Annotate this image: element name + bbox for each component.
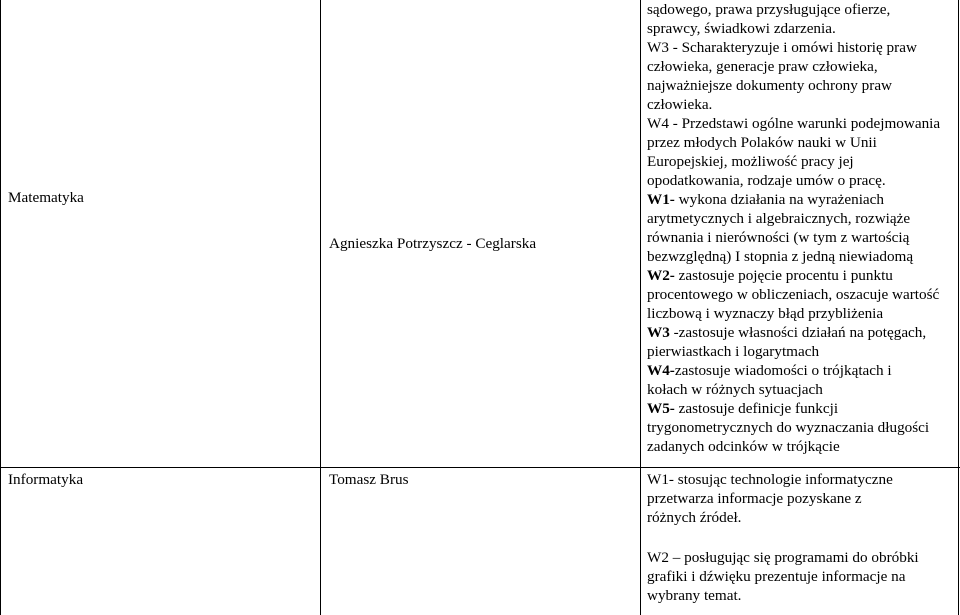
- table-divider-1: [320, 0, 321, 615]
- teacher-name: Agnieszka Potrzyszcz - Ceglarska: [329, 235, 537, 252]
- objective-w2-label: W2-: [647, 267, 675, 284]
- objective-w3-previous: W3 - Scharakteryzuje i omówi historię praw człowieka, generacje praw człowieka, najważniejsze dokumenty ochrony praw człowieka.: [647, 39, 917, 113]
- subject-name: Informatyka: [8, 471, 84, 488]
- objective-w1: [647, 190, 947, 266]
- objective-w4-label: W4-: [647, 362, 675, 379]
- prev-line-1: sądowego, prawa przysługujące ofierze,: [647, 1, 891, 18]
- table-border-left: [0, 0, 1, 615]
- objective-w4-text: zastosuje wiadomości o trójkątach i kołach w różnych sytuacjach: [647, 362, 892, 398]
- objectives-cell-mathematics: [647, 0, 957, 456]
- subject-cell-informatics: [8, 470, 308, 489]
- objective-w3: [647, 323, 947, 361]
- objective-w1: W1- stosując technologie informatyczne przetwarza informacje pozyskane z różnych źródeł.: [647, 471, 893, 526]
- objective-w4: [647, 361, 917, 399]
- row-divider: [0, 467, 960, 468]
- objective-w4-previous: W4 - Przedstawi ogólne warunki podejmowania przez młodych Polaków nauki w Unii Europejskiej, możliwość pracy jej opodatkowania, rodzaje umów o pracę.: [647, 115, 941, 189]
- table-border-right: [958, 0, 959, 615]
- objective-w1-text: wykona działania na wyrażeniach arytmetycznych i algebraicznych, rozwiąże równania i nierówności (w tym z wartością bezwzględną) I stopnia z jedną niewiadomą: [647, 191, 914, 265]
- objective-w2-text: zastosuje pojęcie procentu i punktu procentowego w obliczeniach, oszacuje wartość liczbową i wyznaczy błąd przybliżenia: [647, 267, 940, 322]
- objective-w5: [647, 399, 952, 456]
- objectives-cell-informatics: [647, 470, 957, 605]
- table-divider-2: [640, 0, 641, 615]
- teacher-cell-informatics: [329, 470, 634, 489]
- objective-w1-label: W1-: [647, 191, 675, 208]
- subject-cell-mathematics: [8, 188, 308, 207]
- prev-line-2: sprawcy, świadkowi zdarzenia.: [647, 20, 836, 37]
- objective-w2: [647, 266, 947, 323]
- objective-w5-text: zastosuje definicje funkcji trygonometrycznych do wyznaczania długości zadanych odcinków w trójkącie: [647, 400, 930, 455]
- objective-w3-label: W3: [647, 324, 670, 341]
- subject-name: Matematyka: [8, 189, 84, 206]
- teacher-cell-mathematics: [329, 234, 634, 253]
- objective-w2: W2 – posługując się programami do obróbki grafiki i dźwięku prezentuje informacje na wybrany temat.: [647, 549, 919, 604]
- teacher-name: Tomasz Brus: [329, 471, 409, 488]
- objective-w5-label: W5-: [647, 400, 675, 417]
- objective-w3-text: -zastosuje własności działań na potęgach, pierwiastkach i logarytmach: [647, 324, 927, 360]
- spacer: [647, 527, 957, 548]
